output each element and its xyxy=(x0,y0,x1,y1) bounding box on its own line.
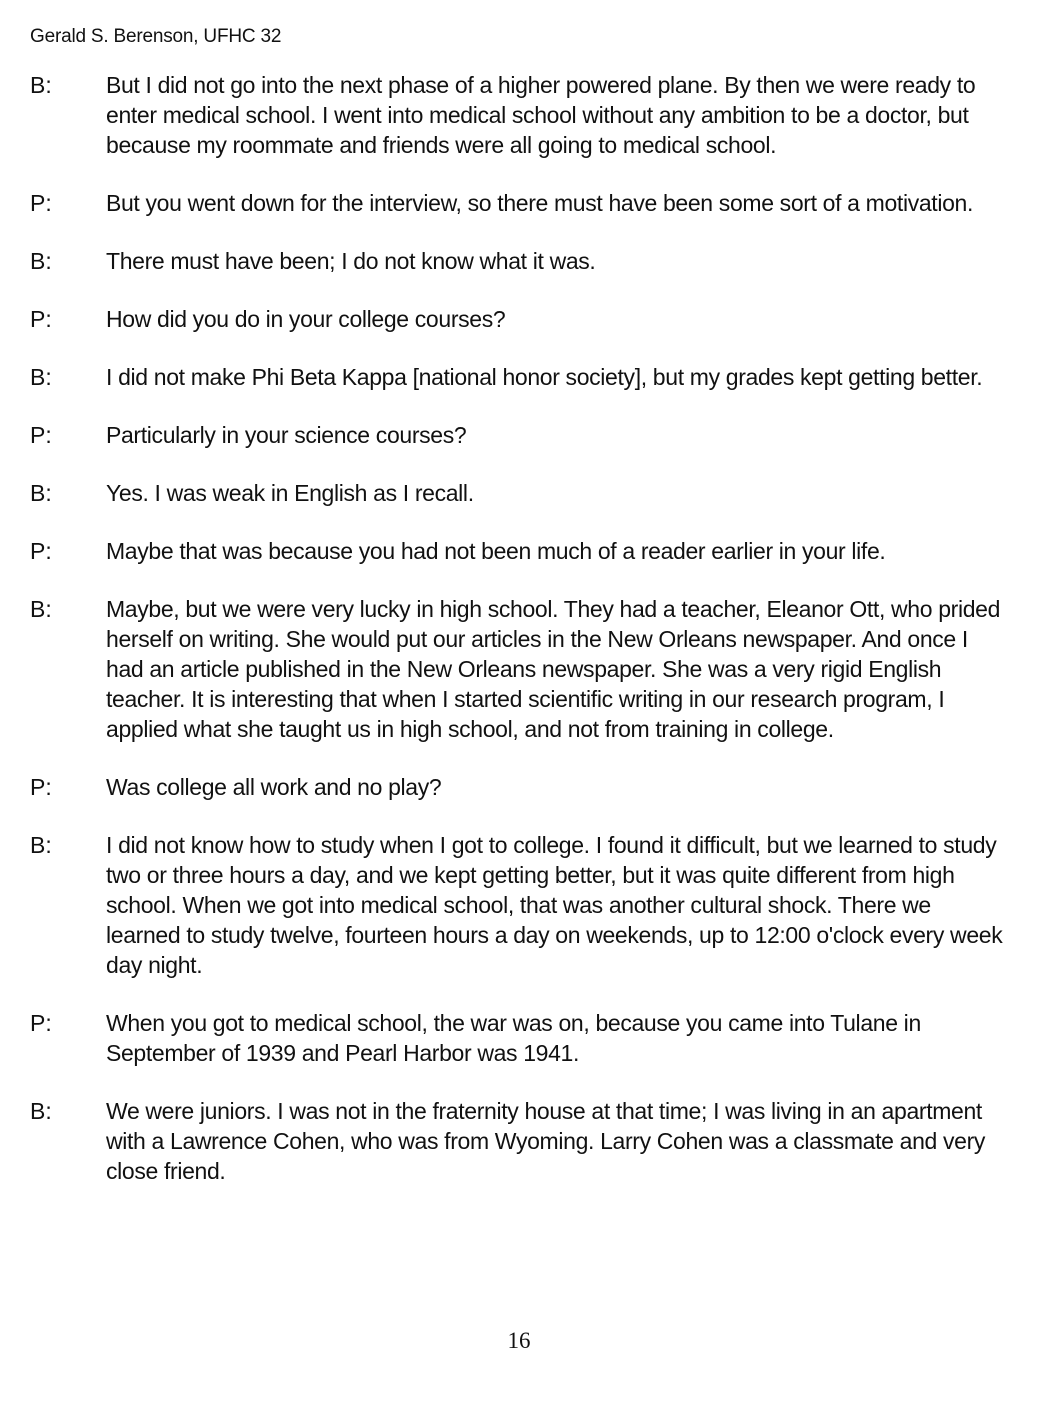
speaker-label: B: xyxy=(30,596,52,622)
speaker-label: B: xyxy=(30,248,52,274)
utterance-text: I did not make Phi Beta Kappa [national honor society], but my grades kept getting better. xyxy=(106,364,983,390)
transcript-turn xyxy=(30,246,1005,276)
speaker-label: B: xyxy=(30,364,52,390)
transcript-turn xyxy=(30,70,1005,160)
utterance-text: But you went down for the interview, so there must have been some sort of a motivation. xyxy=(106,190,974,216)
page-number: 16 xyxy=(507,1328,531,1353)
transcript-turn xyxy=(30,1096,1005,1186)
transcript-turn xyxy=(30,594,1005,744)
utterance-text: There must have been; I do not know what it was. xyxy=(106,248,596,274)
transcript-turn xyxy=(30,304,1005,334)
transcript-turn xyxy=(30,420,1005,450)
speaker-label: P: xyxy=(30,422,52,448)
transcript-turn xyxy=(30,772,1005,802)
utterance-text: We were juniors. I was not in the fraternity house at that time; I was living in an apartment with a Lawrence Cohen, who was from Wyoming. Larry Cohen was a classmate and very close friend. xyxy=(106,1098,986,1184)
utterance-text: How did you do in your college courses? xyxy=(106,306,506,332)
utterance-text: Yes. I was weak in English as I recall. xyxy=(106,480,474,506)
utterance-text: I did not know how to study when I got to college. I found it difficult, but we learned to study two or three hours a day, and we kept getting better, but it was quite different from high school. When we got into medical school, that was another cultural shock. There we learned to study twelve, fourteen hours a day on weekends, up to 12:00 o'clock every week day night. xyxy=(106,832,1003,978)
utterance-text: When you got to medical school, the war was on, because you came into Tulane in September of 1939 and Pearl Harbor was 1941. xyxy=(106,1010,921,1066)
speaker-label: B: xyxy=(30,480,52,506)
speaker-label: B: xyxy=(30,72,52,98)
transcript-turn xyxy=(30,536,1005,566)
speaker-label: P: xyxy=(30,190,52,216)
speaker-label: P: xyxy=(30,774,52,800)
speaker-label: B: xyxy=(30,832,52,858)
transcript-turn xyxy=(30,830,1005,980)
speaker-label: P: xyxy=(30,1010,52,1036)
utterance-text: Was college all work and no play? xyxy=(106,774,442,800)
transcript-turn xyxy=(30,478,1005,508)
speaker-label: P: xyxy=(30,306,52,332)
speaker-label: B: xyxy=(30,1098,52,1124)
utterance-text: Maybe that was because you had not been much of a reader earlier in your life. xyxy=(106,538,886,564)
transcript-turn xyxy=(30,1008,1005,1068)
transcript xyxy=(30,70,1005,1214)
utterance-text: Maybe, but we were very lucky in high school. They had a teacher, Eleanor Ott, who prided herself on writing. She would put our articles in the New Orleans newspaper. And once I had an article published in the New Orleans newspaper. She was a very rigid English teacher. It is interesting that when I started scientific writing in our research program, I applied what she taught us in high school, and not from training in college. xyxy=(106,596,1001,742)
utterance-text: But I did not go into the next phase of a higher powered plane. By then we were ready to enter medical school. I went into medical school without any ambition to be a doctor, but because my roommate and friends were all going to medical school. xyxy=(106,72,976,158)
utterance-text: Particularly in your science courses? xyxy=(106,422,467,448)
transcript-turn xyxy=(30,362,1005,392)
speaker-label: P: xyxy=(30,538,52,564)
transcript-turn xyxy=(30,188,1005,218)
running-header: Gerald S. Berenson, UFHC 32 xyxy=(30,26,282,47)
